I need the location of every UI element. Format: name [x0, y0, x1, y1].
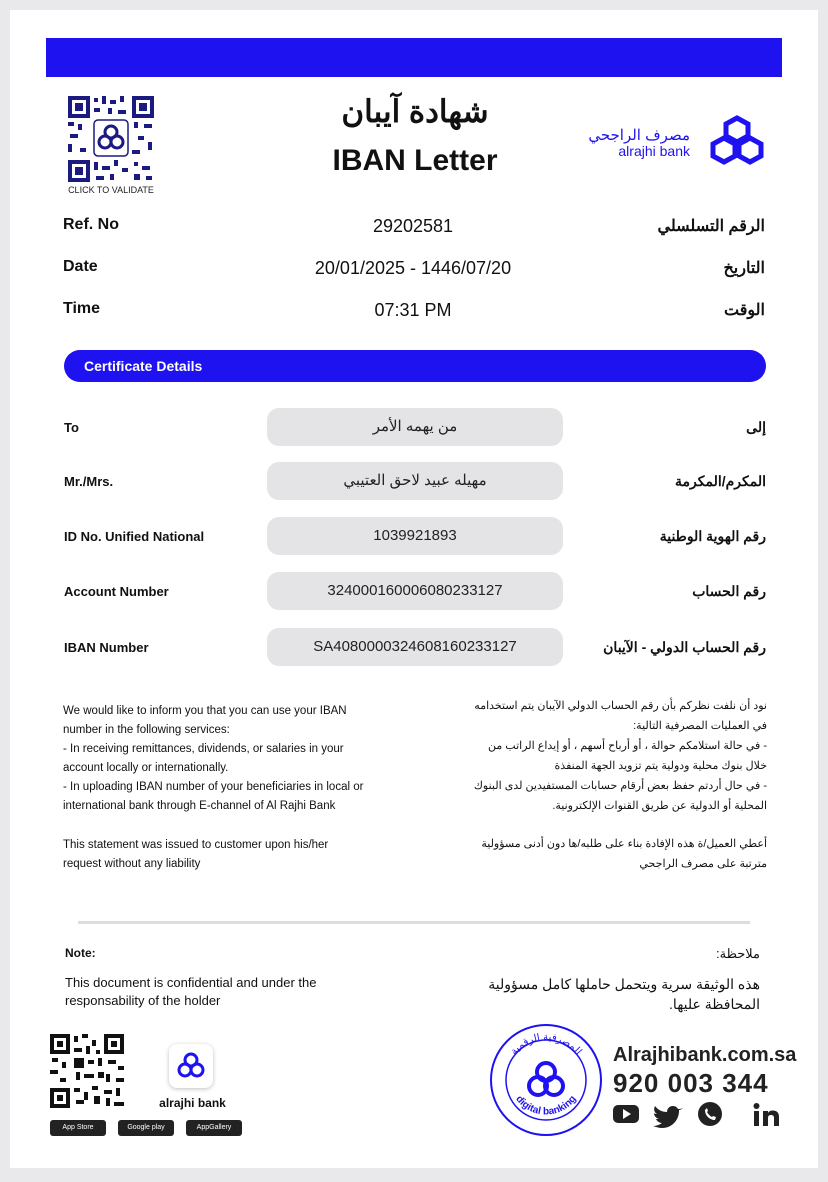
field-row-name [64, 462, 766, 502]
time-label: Time [63, 300, 101, 317]
ref-label-arabic: الرقم التسلسلي [657, 218, 765, 235]
info-paragraph: - في حال أردتم حفظ بعض أرقام حسابات المستفيدين لدى البنوك المحلية أو الدولية عن طريق القنوات الإلكترونية. [473, 780, 767, 812]
field-value: SA4080000324608160233127 [267, 628, 563, 666]
iban-letter-page [10, 10, 818, 1168]
alrajhi-app-icon[interactable] [169, 1044, 213, 1088]
field-label: IBAN Number [64, 640, 149, 655]
bank-name-arabic: مصرف الراجحي [588, 127, 690, 144]
youtube-icon[interactable] [613, 1105, 639, 1123]
phone-number[interactable]: 920 003 344 [613, 1068, 769, 1098]
field-row-iban [64, 628, 766, 668]
date-label: Date [63, 258, 98, 275]
ref-label: Ref. No [63, 216, 119, 233]
date-row [63, 258, 765, 284]
info-text-arabic [465, 696, 767, 874]
date-value: 20/01/2025 - 1446/07/20 [314, 258, 512, 278]
divider [78, 921, 750, 924]
alrajhi-logo-icon [710, 114, 764, 166]
twitter-icon[interactable] [653, 1106, 683, 1128]
website-link[interactable]: Alrajhibank.com.sa [613, 1044, 797, 1066]
social-links [613, 1100, 783, 1128]
digital-banking-seal-icon [488, 1022, 604, 1138]
info-paragraph: We would like to inform you that you can use your IBAN number in the following services: [63, 705, 347, 736]
time-row [63, 300, 765, 326]
note-label: Note: [65, 946, 96, 960]
info-paragraph: - In receiving remittances, dividends, or salaries in your account locally or internationally. [63, 743, 344, 774]
app-gallery-badge[interactable]: AppGallery [186, 1120, 242, 1136]
alrajhi-logo-icon [169, 1044, 213, 1088]
field-label: To [64, 420, 79, 435]
field-label-arabic: المكرم/المكرمة [675, 473, 766, 489]
field-value: من يهمه الأمر [267, 408, 563, 446]
ref-row [63, 216, 765, 242]
header-bar [46, 38, 782, 77]
info-text-english [63, 702, 368, 874]
field-row-account [64, 572, 766, 612]
confidential-notice-arabic: هذه الوثيقة سرية ويتحمل حاملها كامل مسؤولية المحافظة عليها. [488, 976, 760, 1012]
field-label: Mr./Mrs. [64, 474, 114, 489]
field-label: ID No. Unified National [64, 529, 205, 544]
bank-name: alrajhi bank [618, 143, 690, 159]
field-label-arabic: إلى [746, 419, 766, 435]
document-title: IBAN Letter [332, 144, 498, 177]
field-value: 324000160006080233127 [267, 572, 563, 610]
info-paragraph: - In uploading IBAN number of your beneficiaries in local or international bank through E-channel of Al Rajhi Bank [63, 781, 364, 812]
info-paragraph: أعطي العميل/ة هذه الإفادة بناء على طلبه/ها دون أدنى مسؤولية مترتبة على مصرف الراجحي [481, 838, 767, 870]
note-label-arabic: ملاحظة: [715, 946, 760, 961]
info-paragraph: نود أن نلفت نظركم بأن رقم الحساب الدولي الآيبان يتم استخدامه في العمليات المصرفية التالية: [474, 700, 767, 732]
field-label-arabic: رقم الحساب الدولي - الآيبان [603, 639, 766, 655]
certificate-details-header [64, 350, 766, 382]
field-row-to [64, 408, 766, 448]
seal-bottom-text: digital banking [513, 1093, 579, 1118]
field-row-id [64, 517, 766, 557]
google-play-badge[interactable]: Google play [118, 1120, 174, 1136]
field-label: Account Number [64, 584, 169, 599]
field-value: مهيله عبيد لاحق العتيبي [267, 462, 563, 500]
seal-top-text: المصرفية الرقمية [508, 1031, 584, 1058]
field-label-arabic: رقم الهوية الوطنية [659, 528, 766, 544]
validation-qr-code[interactable] [68, 96, 154, 182]
info-paragraph: - في حالة استلامكم حوالة ، أو أرباح أسهم ، أو إيداع الراتب من خلال بنوك محلية ودولية يتم تزويد الجهة المنفذة [487, 740, 767, 772]
info-paragraph: This statement was issued to customer upon his/her request without any liability [63, 839, 329, 870]
linkedin-icon[interactable] [754, 1103, 780, 1126]
app-name: alrajhi bank [159, 1096, 226, 1110]
app-download-qr-code[interactable] [50, 1034, 124, 1108]
time-label-arabic: الوقت [724, 302, 765, 319]
field-value: 1039921893 [267, 517, 563, 555]
field-label-arabic: رقم الحساب [692, 583, 766, 599]
ref-value: 29202581 [372, 216, 454, 236]
whatsapp-icon[interactable] [698, 1102, 722, 1126]
validate-caption[interactable]: CLICK TO VALIDATE [68, 185, 154, 195]
confidential-notice: This document is confidential and under the responsability of the holder [65, 975, 317, 1008]
document-title-arabic: شهادة آيبان [341, 94, 489, 129]
time-value: 07:31 PM [374, 300, 452, 320]
date-label-arabic: التاريخ [723, 260, 765, 277]
app-store-badge[interactable]: App Store [50, 1120, 106, 1136]
section-title: Certificate Details [84, 358, 203, 374]
